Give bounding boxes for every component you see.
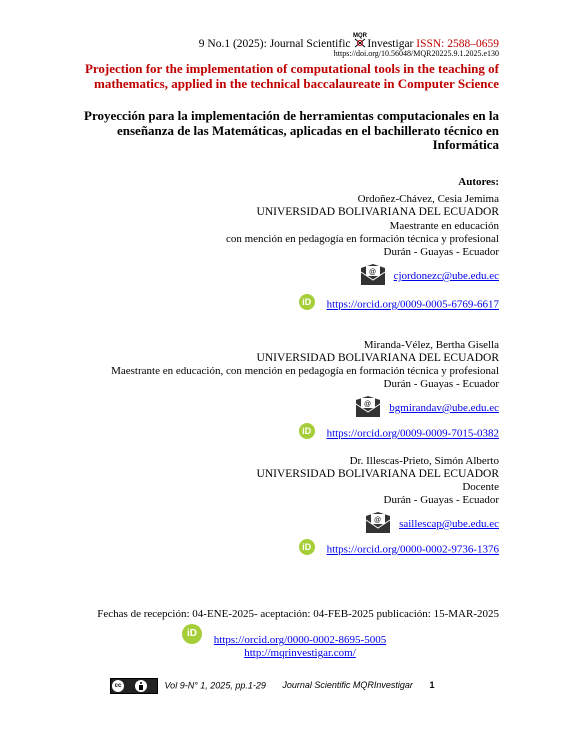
author-3-email-row bbox=[60, 512, 499, 536]
author-1-orcid-link[interactable]: https://orcid.org/0009-0005-6769-6617 bbox=[326, 298, 499, 311]
footer-volume: Vol 9-N° 1, 2025, pp.1-29 bbox=[164, 680, 266, 691]
author-3-name: Dr. Illescas-Prieto, Simón Alberto bbox=[349, 455, 499, 467]
author-1-email-link[interactable]: cjordonezc@ube.edu.ec bbox=[393, 270, 499, 283]
svg-text:MQR: MQR bbox=[353, 33, 368, 39]
journal-orcid-link[interactable]: https://orcid.org/0000-0002-8695-5005 bbox=[213, 634, 387, 646]
author-2-orcid-link[interactable]: https://orcid.org/0009-0009-7015-0382 bbox=[326, 427, 499, 440]
author-2-location: Durán - Guayas - Ecuador bbox=[383, 378, 499, 390]
author-1-email-row bbox=[60, 264, 499, 288]
author-1-location: Durán - Guayas - Ecuador bbox=[383, 246, 499, 258]
orcid-icon: iD bbox=[182, 624, 202, 644]
author-2-email-link[interactable]: bgmirandav@ube.edu.ec bbox=[389, 402, 499, 415]
author-1-role-detail: con mención en pedagogía en formación técnica y profesional bbox=[225, 233, 499, 245]
footer-journal: Journal Scientific MQRInvestigar bbox=[282, 680, 413, 691]
publication-dates: Fechas de recepción: 04-ENE-2025- aceptación: 04-FEB-2025 publicación: 15-MAR-2025 bbox=[97, 608, 499, 620]
svg-text:@: @ bbox=[374, 517, 382, 524]
journal-header-line bbox=[80, 35, 499, 50]
author-3-orcid-link[interactable]: https://orcid.org/0000-0002-9736-1376 bbox=[326, 543, 499, 556]
author-3-role: Docente bbox=[462, 481, 499, 493]
page-footer bbox=[110, 678, 510, 692]
creative-commons-by-icon: cc bbox=[110, 678, 158, 694]
title-english: Projection for the implementation of computational tools in the teaching of mathematics, applied in the technical baccalaureate in Computer Science bbox=[84, 61, 499, 91]
email-envelope-icon bbox=[365, 512, 391, 537]
svg-text:@: @ bbox=[364, 401, 372, 408]
title-spanish: Proyección para la implementación de herramientas computacionales en la enseñanza de las Matemáticas, aplicadas en el bachillerato técnico en Informática bbox=[84, 108, 499, 152]
author-2-university: UNIVERSIDAD BOLIVARIANA DEL ECUADOR bbox=[256, 352, 499, 364]
mqr-logo-icon bbox=[353, 35, 367, 49]
author-3-location: Durán - Guayas - Ecuador bbox=[383, 494, 499, 506]
orcid-icon: iD bbox=[299, 423, 315, 439]
journal-links bbox=[140, 634, 460, 660]
email-envelope-icon bbox=[355, 396, 381, 421]
journal-prefix: 9 No.1 (2025): Journal Scientific bbox=[198, 38, 351, 50]
author-3-university: UNIVERSIDAD BOLIVARIANA DEL ECUADOR bbox=[256, 468, 499, 480]
orcid-icon: iD bbox=[299, 294, 315, 310]
author-1-university: UNIVERSIDAD BOLIVARIANA DEL ECUADOR bbox=[256, 206, 499, 218]
issn: ISSN: 2588–0659 bbox=[416, 38, 499, 50]
author-1-role: Maestrante en educación bbox=[389, 220, 499, 232]
author-1-name: Ordoñez-Chávez, Cesia Jemima bbox=[357, 193, 499, 205]
author-3-email-link[interactable]: saillescap@ube.edu.ec bbox=[399, 518, 499, 531]
author-2-orcid-row bbox=[60, 426, 499, 446]
authors-heading: Autores: bbox=[458, 176, 499, 188]
orcid-icon: iD bbox=[299, 539, 315, 555]
page-number: 1 bbox=[429, 680, 435, 691]
author-2-email-row bbox=[60, 396, 499, 420]
author-2-role: Maestrante en educación, con mención en pedagogía en formación técnica y profesional bbox=[111, 365, 499, 377]
doi[interactable]: https://doi.org/10.56048/MQR20225.9.1.2025.e130 bbox=[333, 49, 499, 58]
author-1-orcid-row bbox=[60, 297, 499, 317]
journal-website-link[interactable]: http://mqrinvestigar.com/ bbox=[244, 647, 356, 659]
svg-text:@: @ bbox=[368, 269, 376, 276]
author-2-name: Miranda-Vélez, Bertha Gisella bbox=[363, 339, 499, 351]
journal-suffix: Investigar bbox=[367, 38, 414, 50]
author-3-orcid-row bbox=[60, 542, 499, 562]
email-envelope-icon bbox=[360, 264, 386, 289]
